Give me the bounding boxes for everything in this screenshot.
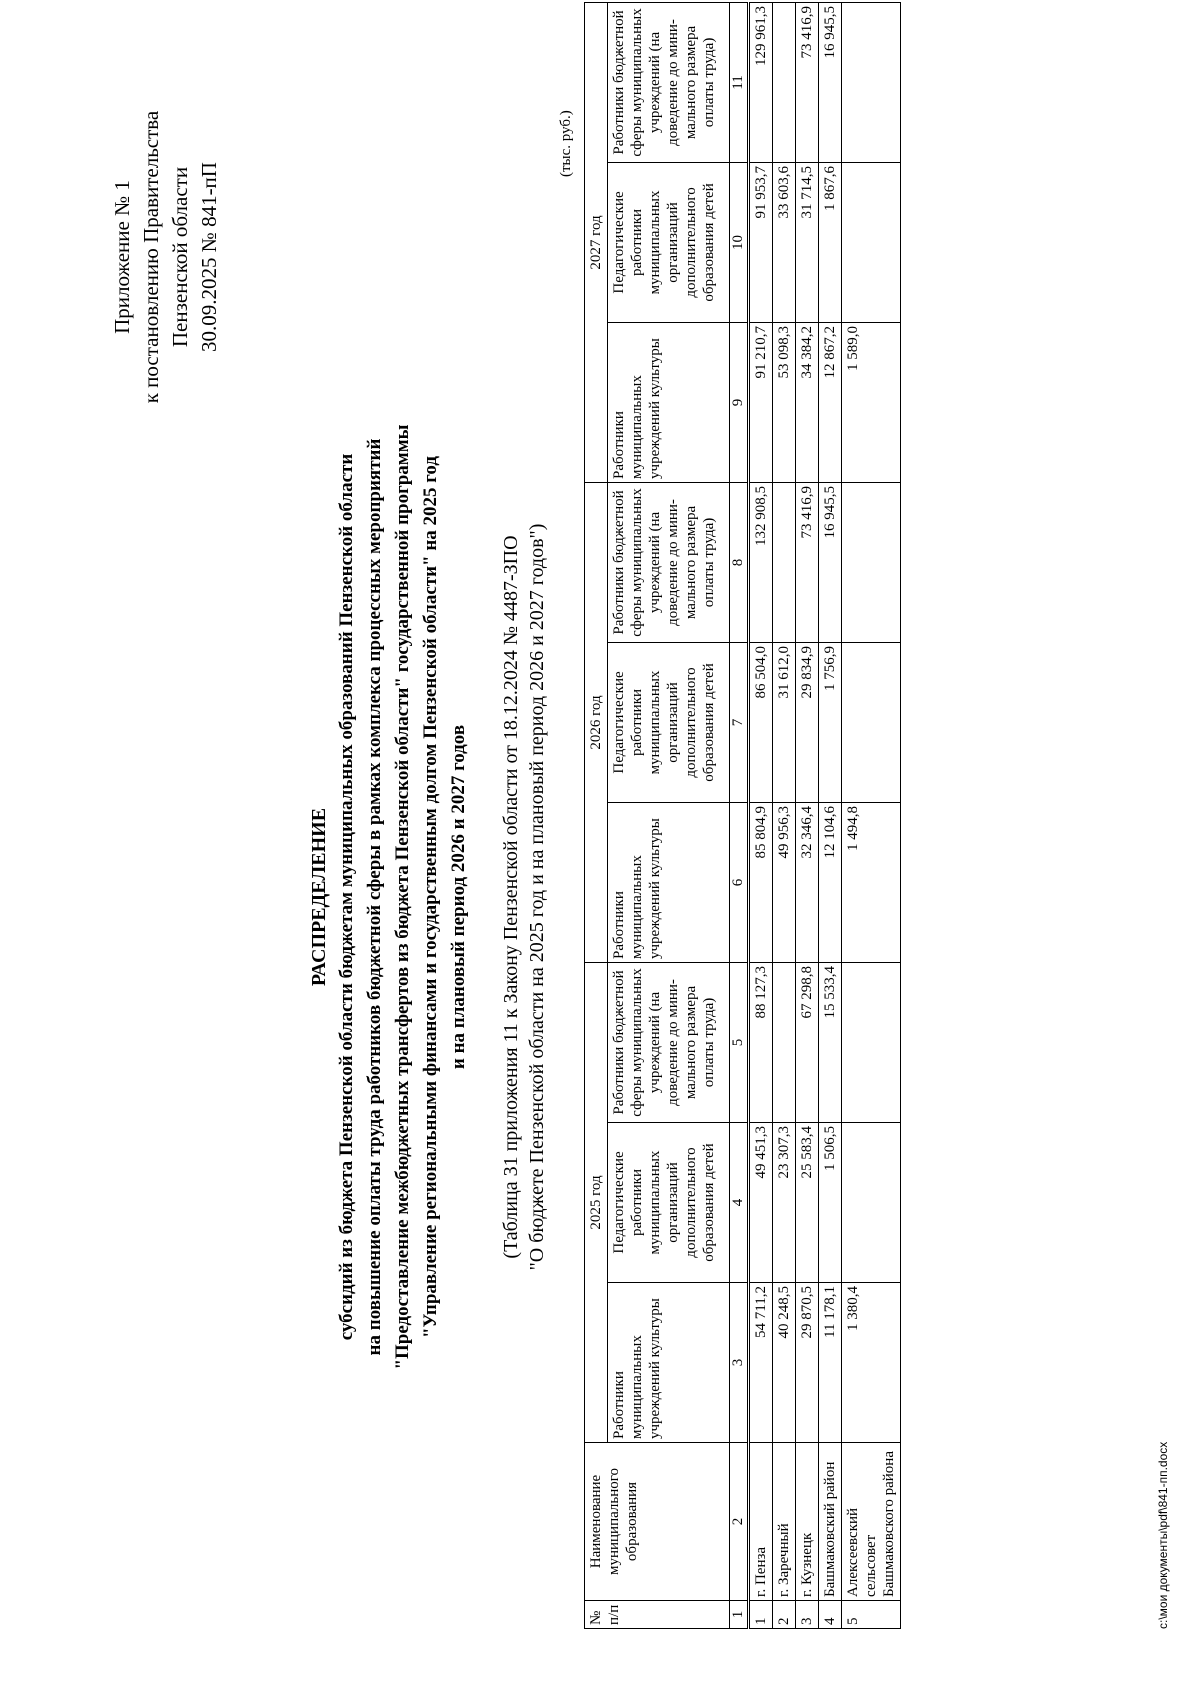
distribution-table xyxy=(584,2,901,1629)
value-cell: 33 603,6 xyxy=(773,162,796,322)
document-heading xyxy=(305,217,473,1577)
header-teachers: Педагогические работники муниципальных организаций дополнительного образования детей xyxy=(608,1123,730,1283)
header-year-2027: 2027 год xyxy=(585,2,608,482)
column-number: 1 xyxy=(730,1601,749,1629)
document-title: РАСПРЕДЕЛЕНИЕ xyxy=(308,807,330,987)
table-row xyxy=(819,2,842,1628)
value-cell: 31 714,5 xyxy=(796,162,819,322)
value-cell: 1 589,0 xyxy=(842,322,901,482)
column-number: 4 xyxy=(730,1123,749,1283)
value-cell: 32 346,4 xyxy=(796,802,819,962)
value-cell: 49 451,3 xyxy=(749,1123,773,1283)
document-subtitle xyxy=(498,297,550,1497)
value-cell: 23 307,3 xyxy=(773,1123,796,1283)
appendix-block xyxy=(108,67,224,447)
value-cell xyxy=(773,482,796,642)
value-cell xyxy=(842,642,901,802)
value-cell: 12 104,6 xyxy=(819,802,842,962)
value-cell: 16 945,5 xyxy=(819,482,842,642)
value-cell: 54 711,2 xyxy=(749,1283,773,1443)
value-cell: 1 867,6 xyxy=(819,162,842,322)
column-number: 3 xyxy=(730,1283,749,1443)
column-number: 7 xyxy=(730,642,749,802)
appendix-date-number: 30.09.2025 № 841-пП xyxy=(197,162,221,352)
header-row-years xyxy=(585,2,608,1628)
column-number: 11 xyxy=(730,2,749,162)
value-cell xyxy=(842,962,901,1122)
unit-label: (тыс. руб.) xyxy=(558,110,574,177)
value-cell xyxy=(842,162,901,322)
municipality-name: Башмаковский район xyxy=(819,1443,842,1601)
value-cell: 31 612,0 xyxy=(773,642,796,802)
header-teachers: Педагогические работники муниципальных организаций дополнительного образования детей xyxy=(608,162,730,322)
header-municipality: Наименование муниципального образования xyxy=(585,1443,730,1601)
heading-line: субсидий из бюджета Пензенской области бюджетам муниципальных образований Пензенской области xyxy=(336,453,357,1341)
distribution-table-wrapper xyxy=(584,2,901,1629)
value-cell: 132 908,5 xyxy=(749,482,773,642)
column-number: 8 xyxy=(730,482,749,642)
municipality-name: г. Пенза xyxy=(749,1443,773,1601)
header-culture: Работники муниципальных учреждений культуры xyxy=(608,802,730,962)
heading-line: на повышение оплаты труда работников бюджетной сферы в рамках комплекса процессных мероприятий xyxy=(364,438,385,1356)
table-row xyxy=(842,2,901,1628)
value-cell: 1 756,9 xyxy=(819,642,842,802)
value-cell xyxy=(842,482,901,642)
value-cell: 67 298,8 xyxy=(796,962,819,1122)
table-row xyxy=(773,2,796,1628)
value-cell: 129 961,3 xyxy=(749,2,773,162)
header-year-2025: 2025 год xyxy=(585,962,608,1442)
value-cell: 53 098,3 xyxy=(773,322,796,482)
value-cell: 1 494,8 xyxy=(842,802,901,962)
row-number: 4 xyxy=(819,1601,842,1629)
column-number-row xyxy=(730,2,749,1628)
file-path-footer: c:\мои документы\pdf\841-пп.docx xyxy=(1156,1441,1170,1629)
header-budget-sphere: Работники бюджетной сферы муниципальных учреждений (на доведение до мини-мального размера оплаты труда) xyxy=(608,2,730,162)
value-cell: 88 127,3 xyxy=(749,962,773,1122)
row-number: 1 xyxy=(749,1601,773,1629)
value-cell: 73 416,9 xyxy=(796,2,819,162)
row-number: 2 xyxy=(773,1601,796,1629)
subtitle-line: (Таблица 31 приложения 11 к Закону Пензенской области от 18.12.2024 № 4487-ЗПО xyxy=(500,535,522,1259)
heading-line: и на плановый период 2026 и 2027 годов xyxy=(448,724,469,1070)
value-cell xyxy=(773,2,796,162)
column-number: 5 xyxy=(730,962,749,1122)
heading-line: "Предоставление межбюджетных трансфертов из бюджета Пензенской области" государственной программы xyxy=(392,424,413,1370)
value-cell: 29 870,5 xyxy=(796,1283,819,1443)
table-row xyxy=(796,2,819,1628)
heading-line: "Управление региональными финансами и государственным долгом Пензенской области" на 2025 год xyxy=(420,456,441,1339)
value-cell: 25 583,4 xyxy=(796,1123,819,1283)
value-cell: 40 248,5 xyxy=(773,1283,796,1443)
header-year-2026: 2026 год xyxy=(585,482,608,962)
column-number: 2 xyxy=(730,1443,749,1601)
header-teachers: Педагогические работники муниципальных организаций дополнительного образования детей xyxy=(608,642,730,802)
header-culture: Работники муниципальных учреждений культуры xyxy=(608,1283,730,1443)
appendix-line: к постановлению Правительства xyxy=(139,110,163,404)
value-cell: 49 956,3 xyxy=(773,802,796,962)
value-cell: 91 953,7 xyxy=(749,162,773,322)
header-number: № п/п xyxy=(585,1601,730,1629)
value-cell: 73 416,9 xyxy=(796,482,819,642)
value-cell xyxy=(842,1123,901,1283)
value-cell: 29 834,9 xyxy=(796,642,819,802)
municipality-name: г. Заречный xyxy=(773,1443,796,1601)
municipality-name: г. Кузнецк xyxy=(796,1443,819,1601)
value-cell: 16 945,5 xyxy=(819,2,842,162)
value-cell: 1 380,4 xyxy=(842,1283,901,1443)
value-cell: 12 867,2 xyxy=(819,322,842,482)
value-cell: 1 506,5 xyxy=(819,1123,842,1283)
row-number: 5 xyxy=(842,1601,901,1629)
column-number: 9 xyxy=(730,322,749,482)
municipality-name: Алексеевский сельсовет Башмаковского района xyxy=(842,1443,901,1601)
value-cell xyxy=(842,2,901,162)
appendix-line: Приложение № 1 xyxy=(110,180,134,334)
value-cell: 86 504,0 xyxy=(749,642,773,802)
header-budget-sphere: Работники бюджетной сферы муниципальных учреждений (на доведение до мини-мального размера оплаты труда) xyxy=(608,482,730,642)
row-number: 3 xyxy=(796,1601,819,1629)
value-cell: 85 804,9 xyxy=(749,802,773,962)
column-number: 10 xyxy=(730,162,749,322)
table-row xyxy=(749,2,773,1628)
header-row-categories xyxy=(608,2,730,1628)
value-cell: 34 384,2 xyxy=(796,322,819,482)
header-budget-sphere: Работники бюджетной сферы муниципальных учреждений (на доведение до мини-мального размера оплаты труда) xyxy=(608,962,730,1122)
subtitle-line: "О бюджете Пензенской области на 2025 год и на плановый период 2026 и 2027 годов") xyxy=(526,523,548,1271)
value-cell: 11 178,1 xyxy=(819,1283,842,1443)
column-number: 6 xyxy=(730,802,749,962)
value-cell: 15 533,4 xyxy=(819,962,842,1122)
appendix-line: Пензенской области xyxy=(168,166,192,348)
value-cell: 91 210,7 xyxy=(749,322,773,482)
header-culture: Работники муниципальных учреждений культуры xyxy=(608,322,730,482)
value-cell xyxy=(773,962,796,1122)
